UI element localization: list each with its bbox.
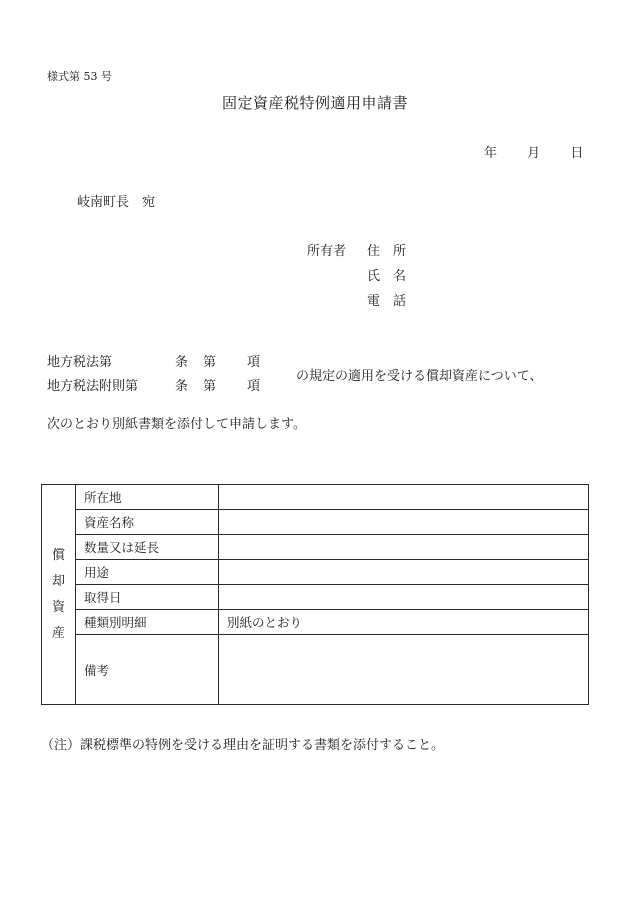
asset-name-value[interactable] [219, 510, 589, 535]
owner-heading: 所有者 [307, 244, 347, 259]
date-line [484, 142, 583, 161]
article-label: 条 [175, 355, 189, 370]
table-row [42, 535, 589, 560]
page-title: 固定資産税特例適用申請書 [221, 94, 408, 112]
law-name: 地方税法第 [47, 355, 113, 370]
table-row [42, 510, 589, 535]
side-label-cell [42, 485, 76, 705]
form-number: 様式第 53 号 [47, 70, 112, 83]
footnote: （注）課税標準の特例を受ける理由を証明する書類を添付すること。 [41, 738, 445, 753]
name-label: 氏 名 [367, 269, 407, 284]
statement-tail: の規定の適用を受ける償却資産について、 [296, 369, 543, 384]
row-label: 資産名称 [76, 510, 219, 535]
table-row [42, 610, 589, 635]
date-year-label: 年 [484, 146, 498, 161]
row-label: 備考 [76, 635, 219, 705]
row-label: 種類別明細 [76, 610, 219, 635]
phone-label: 電 話 [367, 294, 407, 309]
law-line-1 [47, 351, 260, 370]
law-name: 地方税法附則第 [47, 379, 139, 394]
acquisition-date-value[interactable] [219, 585, 589, 610]
row-label: 用途 [76, 560, 219, 585]
detail-value[interactable]: 別紙のとおり [219, 610, 589, 635]
owner-name-row [307, 265, 406, 284]
statement-line-2: 次のとおり別紙書類を添付して申請します。 [47, 417, 306, 432]
owner-phone-row [307, 290, 406, 309]
asset-table [41, 484, 589, 705]
row-label: 所在地 [76, 485, 219, 510]
law-line-2 [47, 375, 260, 394]
remarks-value[interactable] [219, 635, 589, 705]
addressee: 岐南町長 宛 [77, 195, 156, 210]
row-label: 数量又は延長 [76, 535, 219, 560]
location-value[interactable] [219, 485, 589, 510]
table-row [42, 560, 589, 585]
dai-label: 第 [203, 355, 217, 370]
owner-address-row [307, 240, 406, 259]
side-label: 償却資産 [51, 547, 65, 641]
date-day-label: 日 [570, 146, 584, 161]
table-row [42, 585, 589, 610]
table-row [42, 485, 589, 510]
date-month-label: 月 [527, 146, 541, 161]
address-label: 住 所 [367, 244, 407, 259]
table-row [42, 635, 589, 705]
usage-value[interactable] [219, 560, 589, 585]
article-label: 条 [175, 379, 189, 394]
item-label: 項 [247, 355, 261, 370]
row-label: 取得日 [76, 585, 219, 610]
item-label: 項 [247, 379, 261, 394]
dai-label: 第 [203, 379, 217, 394]
quantity-value[interactable] [219, 535, 589, 560]
